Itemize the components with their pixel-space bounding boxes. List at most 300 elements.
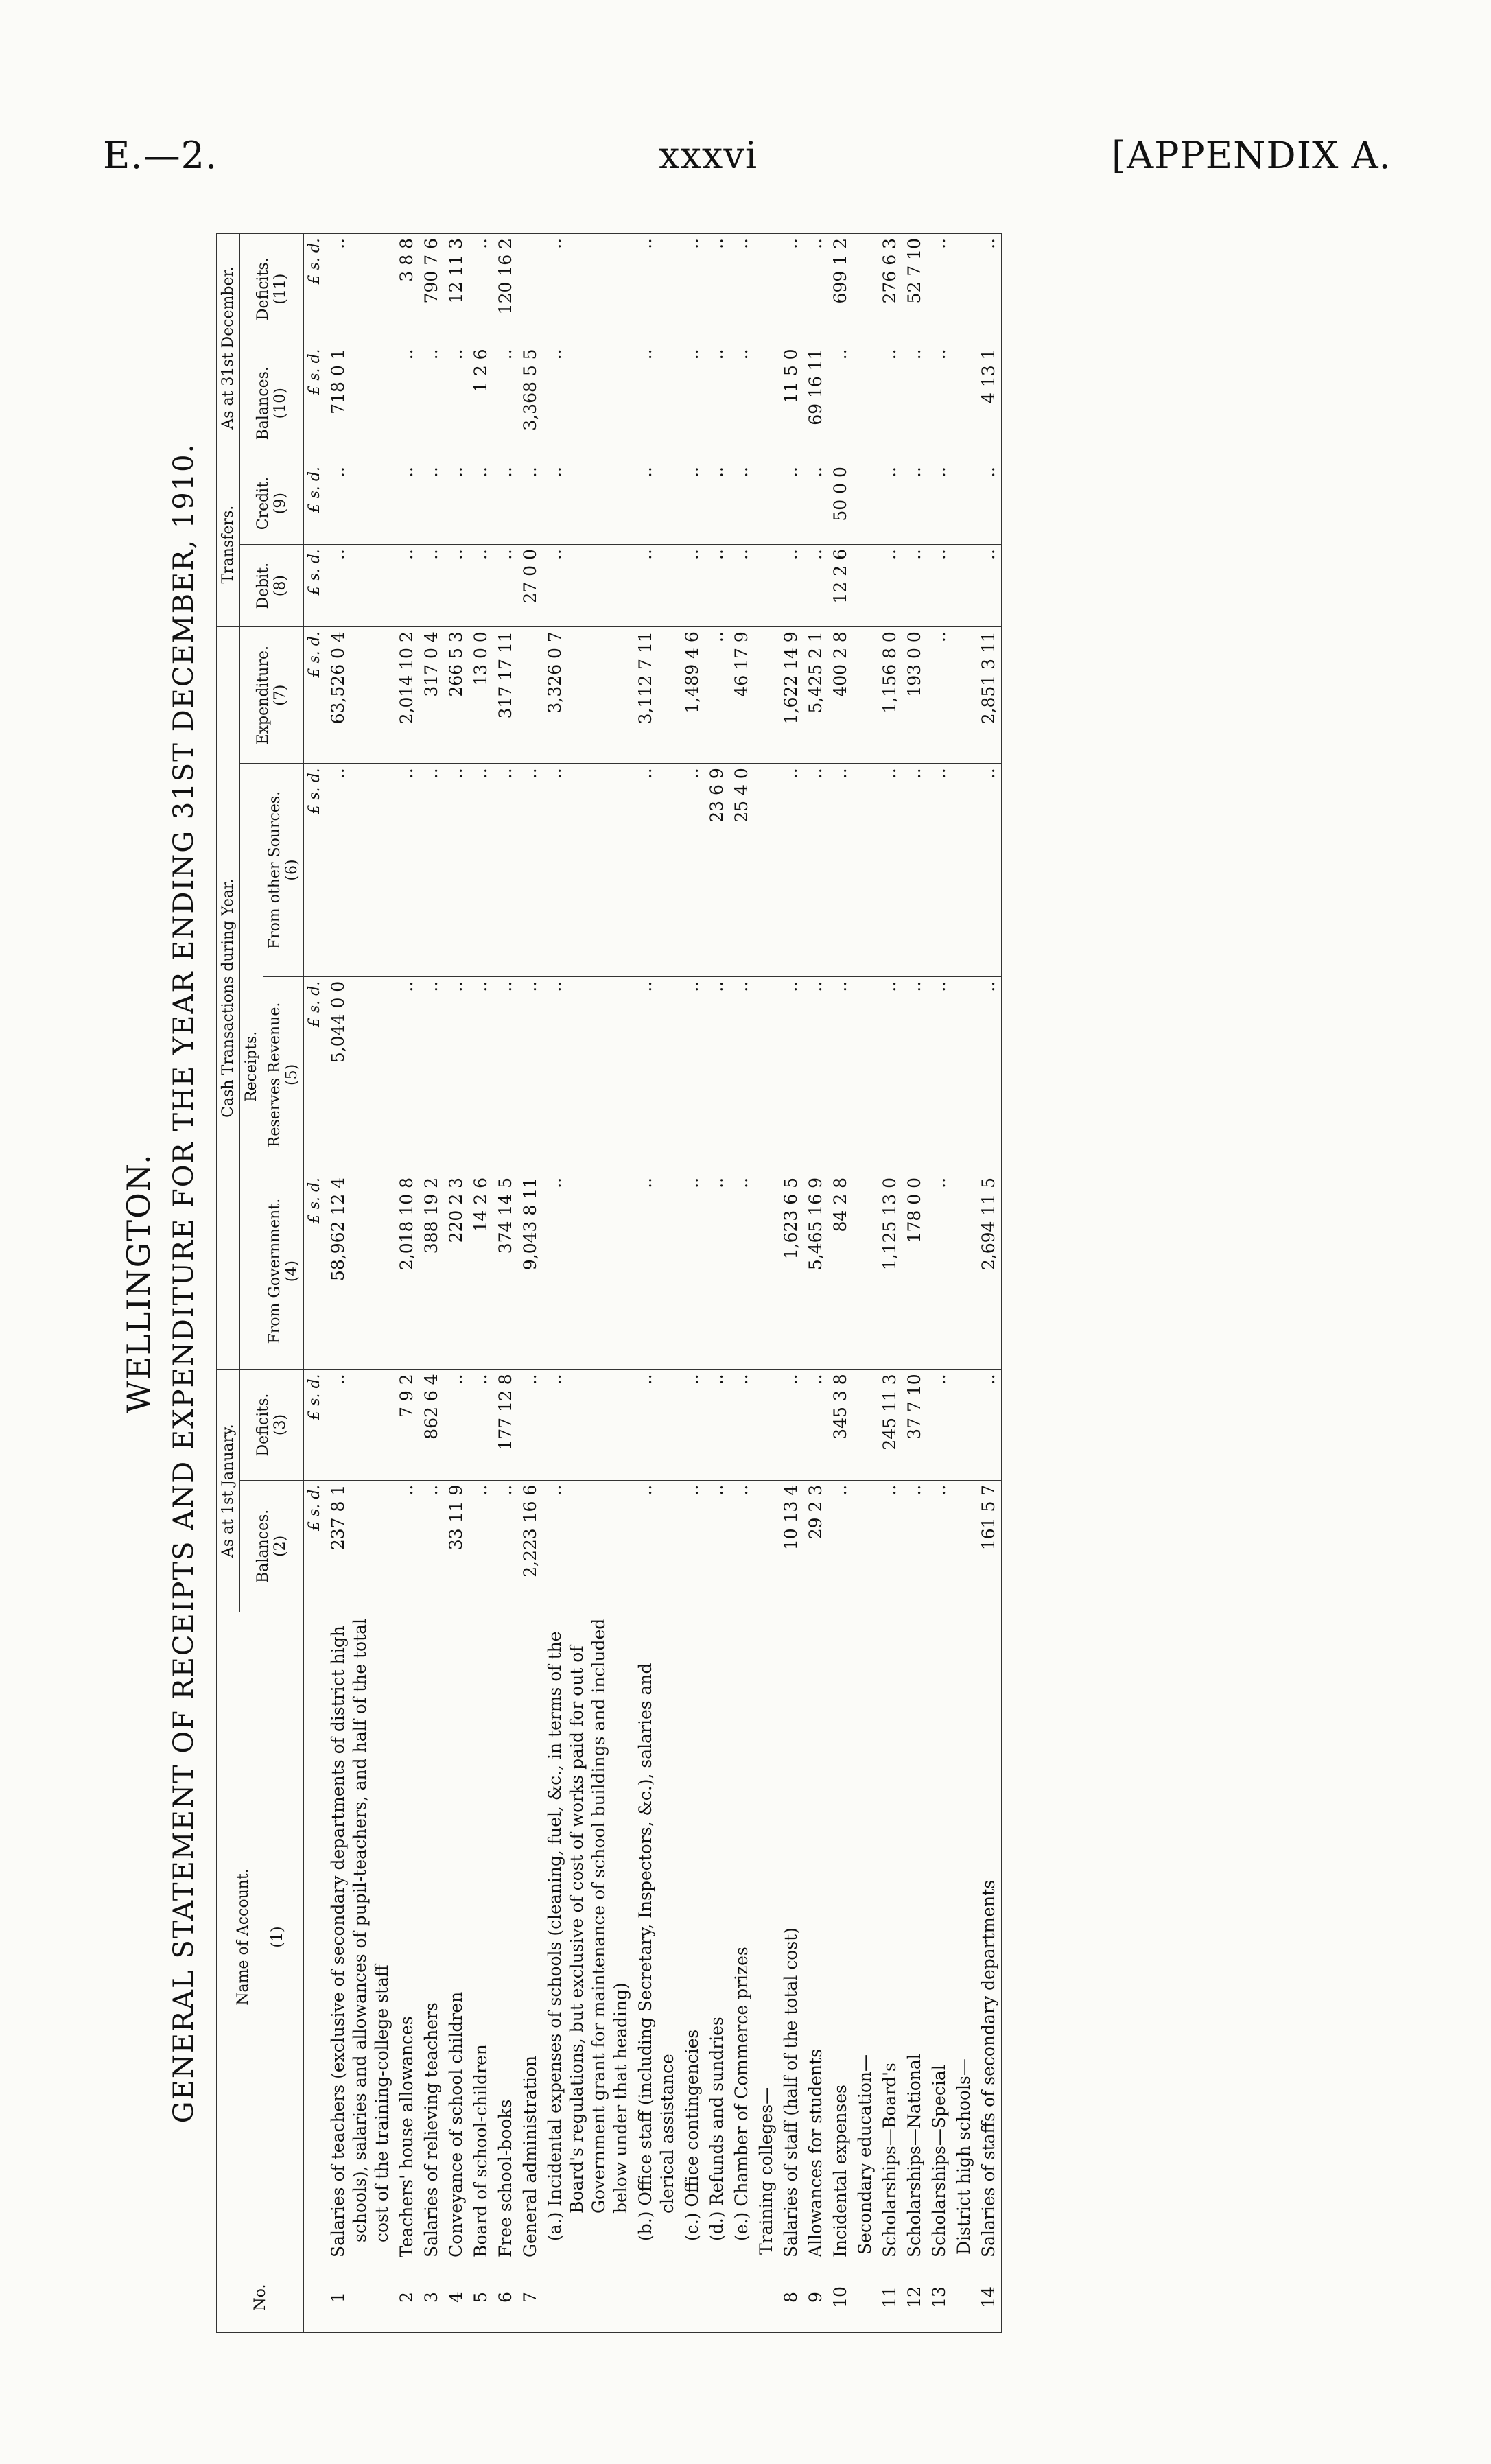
amount-gov: 178 0 0: [902, 1173, 927, 1369]
amount-d2: 52 7 10: [902, 234, 927, 344]
col-balances: Balances. (2): [240, 1480, 304, 1612]
amount-deb: ..: [326, 545, 395, 627]
amount-d2: 3 8 8: [395, 234, 419, 344]
amount-oth: ..: [518, 764, 543, 977]
amount-exp: [518, 627, 543, 764]
table-row: [395, 234, 419, 2333]
amount-b2: 3,368 5 5: [518, 344, 543, 462]
amount-b2: ..: [493, 344, 518, 462]
amount-cre: [853, 462, 878, 545]
row-number: [705, 2262, 729, 2333]
amount-gov: 84 2 8: [828, 1173, 853, 1369]
table-row: [828, 234, 853, 2333]
amount-b2: [853, 344, 878, 462]
amount-d: ..: [469, 1370, 493, 1480]
amount-cre: ..: [680, 462, 705, 545]
table-row: [878, 234, 902, 2333]
amount-exp: 1,489 4 6: [680, 627, 705, 764]
amount-res: ..: [779, 976, 803, 1173]
amount-gov: 1,623 6 5: [779, 1173, 803, 1369]
amount-gov: [853, 1173, 878, 1369]
table-row: [444, 234, 469, 2333]
amount-cre: ..: [326, 462, 395, 545]
amount-gov: 374 14 5: [493, 1173, 518, 1369]
row-number: 2: [395, 2262, 419, 2333]
amount-d2: ..: [680, 234, 705, 344]
amount-b2: [952, 344, 976, 462]
amount-exp: ..: [705, 627, 729, 764]
amount-gov: ..: [705, 1173, 729, 1369]
amount-b: ..: [543, 1480, 633, 1612]
amount-cre: ..: [518, 462, 543, 545]
amount-gov: 2,694 11 5: [976, 1173, 1002, 1369]
amount-oth: 25 4 0: [729, 764, 754, 977]
amount-exp: 317 0 4: [419, 627, 444, 764]
amount-exp: 193 0 0: [902, 627, 927, 764]
amount-deb: ..: [469, 545, 493, 627]
amount-oth: ..: [976, 764, 1002, 977]
account-name: Salaries of teachers (exclusive of secondary departments of district high schools), salaries and allowances of pupil-teachers, and half of the total cost of the training-college staff: [326, 1612, 395, 2262]
amount-d2: ..: [729, 234, 754, 344]
amount-d: [754, 1370, 779, 1480]
amount-cre: [952, 462, 976, 545]
appendix-label: [APPENDIX A.: [1112, 134, 1392, 177]
amount-d2: ..: [326, 234, 395, 344]
amount-exp: 1,156 8 0: [878, 627, 902, 764]
amount-res: ..: [902, 976, 927, 1173]
amount-cre: ..: [729, 462, 754, 545]
row-number: 3: [419, 2262, 444, 2333]
amount-gov: 5,465 16 9: [803, 1173, 828, 1369]
row-number: [543, 2262, 633, 2333]
amount-res: ..: [878, 976, 902, 1173]
amount-gov: ..: [543, 1173, 633, 1369]
amount-d2: [952, 234, 976, 344]
table-row: [493, 234, 518, 2333]
col-other-sources: From other Sources. (6): [263, 764, 304, 977]
amount-oth: ..: [902, 764, 927, 977]
row-number: [952, 2262, 976, 2333]
amount-d: ..: [680, 1370, 705, 1480]
amount-gov: 58,962 12 4: [326, 1173, 395, 1369]
table-row: [927, 234, 952, 2333]
table-row: [952, 234, 976, 2333]
amount-cre: ..: [803, 462, 828, 545]
col-no: No.: [217, 2262, 304, 2333]
account-name: Secondary education—: [853, 1612, 878, 2262]
amount-oth: ..: [633, 764, 680, 977]
amount-b: [853, 1480, 878, 1612]
row-number: [853, 2262, 878, 2333]
row-number: [754, 2262, 779, 2333]
row-number: 9: [803, 2262, 828, 2333]
amount-exp: 2,014 10 2: [395, 627, 419, 764]
amount-b2: ..: [680, 344, 705, 462]
amount-exp: 46 17 9: [729, 627, 754, 764]
amount-d: 37 7 10: [902, 1370, 927, 1480]
account-name: (d.) Refunds and sundries: [705, 1612, 729, 2262]
col-from-government: From Government. (4): [263, 1173, 304, 1369]
amount-exp: 13 0 0: [469, 627, 493, 764]
amount-b2: ..: [543, 344, 633, 462]
amount-cre: ..: [878, 462, 902, 545]
amount-gov: ..: [927, 1173, 952, 1369]
amount-d: [952, 1370, 976, 1480]
amount-cre: ..: [779, 462, 803, 545]
amount-d2: [853, 234, 878, 344]
units-row: £ s. d. £ s. d. £ s. d. £ s. d. £ s. d. £ s. d. £ s. d. £ s. d. £ s. d. £ s. d.: [304, 234, 327, 2333]
amount-exp: 3,112 7 11: [633, 627, 680, 764]
amount-cre: ..: [902, 462, 927, 545]
amount-exp: [754, 627, 779, 764]
row-number: 1: [326, 2262, 395, 2333]
amount-d: 177 12 8: [493, 1370, 518, 1480]
amount-deb: ..: [705, 545, 729, 627]
amount-d2: ..: [779, 234, 803, 344]
row-number: 8: [779, 2262, 803, 2333]
amount-d: ..: [729, 1370, 754, 1480]
col-group-cash: Cash Transactions during Year.: [217, 627, 240, 1370]
amount-b2: ..: [828, 344, 853, 462]
amount-b2: ..: [878, 344, 902, 462]
amount-b: ..: [927, 1480, 952, 1612]
amount-cre: ..: [469, 462, 493, 545]
amount-d2: [754, 234, 779, 344]
amount-d: ..: [803, 1370, 828, 1480]
table-row: [518, 234, 543, 2333]
amount-oth: ..: [803, 764, 828, 977]
amount-b2: 1 2 6: [469, 344, 493, 462]
amount-oth: ..: [444, 764, 469, 977]
account-name: Scholarships—Board's: [878, 1612, 902, 2262]
table-row: [976, 234, 1002, 2333]
amount-d2: ..: [705, 234, 729, 344]
account-name: Free school-books: [493, 1612, 518, 2262]
amount-b: 29 2 3: [803, 1480, 828, 1612]
col-group-receipts: Receipts.: [240, 764, 263, 1370]
row-number: 12: [902, 2262, 927, 2333]
amount-d: ..: [927, 1370, 952, 1480]
amount-res: ..: [705, 976, 729, 1173]
table-row: [853, 234, 878, 2333]
amount-oth: ..: [878, 764, 902, 977]
amount-gov: ..: [633, 1173, 680, 1369]
amount-deb: ..: [395, 545, 419, 627]
amount-d: ..: [326, 1370, 395, 1480]
page-reference: E.—2.: [103, 134, 218, 177]
amount-oth: ..: [419, 764, 444, 977]
amount-deb: 27 0 0: [518, 545, 543, 627]
table-row: [902, 234, 927, 2333]
amount-d: 345 3 8: [828, 1370, 853, 1480]
col-group-transfers: Transfers.: [217, 462, 240, 627]
amount-res: ..: [680, 976, 705, 1173]
row-number: 10: [828, 2262, 853, 2333]
amount-deb: ..: [543, 545, 633, 627]
col-credit: Credit. (9): [240, 462, 304, 545]
amount-b2: ..: [419, 344, 444, 462]
amount-b: 2,223 16 6: [518, 1480, 543, 1612]
amount-oth: ..: [779, 764, 803, 977]
account-name: District high schools—: [952, 1612, 976, 2262]
amount-b: 33 11 9: [444, 1480, 469, 1612]
amount-d2: 790 7 6: [419, 234, 444, 344]
amount-res: [754, 976, 779, 1173]
table-row: [419, 234, 444, 2333]
col-reserves-revenue: Reserves Revenue. (5): [263, 976, 304, 1173]
col-group-dec: As at 31st December.: [217, 234, 240, 462]
amount-cre: [754, 462, 779, 545]
amount-deb: ..: [680, 545, 705, 627]
row-number: 5: [469, 2262, 493, 2333]
row-number: [729, 2262, 754, 2333]
amount-b: ..: [680, 1480, 705, 1612]
row-number: 11: [878, 2262, 902, 2333]
amount-deb: ..: [878, 545, 902, 627]
table-row: [469, 234, 493, 2333]
table-row: [326, 234, 395, 2333]
table-row: [803, 234, 828, 2333]
amount-d: ..: [976, 1370, 1002, 1480]
row-number: 14: [976, 2262, 1002, 2333]
account-name: Salaries of staffs of secondary departments: [976, 1612, 1002, 2262]
amount-oth: ..: [326, 764, 395, 977]
account-name: General administration: [518, 1612, 543, 2262]
amount-b: ..: [493, 1480, 518, 1612]
amount-b2: 718 0 1: [326, 344, 395, 462]
col-name: Name of Account. (1): [217, 1612, 304, 2262]
amount-d2: 276 6 3: [878, 234, 902, 344]
amount-gov: 14 2 6: [469, 1173, 493, 1369]
amount-oth: [754, 764, 779, 977]
amount-b: 237 8 1: [326, 1480, 395, 1612]
amount-res: ..: [828, 976, 853, 1173]
account-name: (c.) Office contingencies: [680, 1612, 705, 2262]
amount-exp: 1,622 14 9: [779, 627, 803, 764]
amount-deb: [754, 545, 779, 627]
table-row: [543, 234, 633, 2333]
amount-gov: 2,018 10 8: [395, 1173, 419, 1369]
amount-deb: ..: [976, 545, 1002, 627]
amount-res: ..: [518, 976, 543, 1173]
col-group-jan: As at 1st January.: [217, 1370, 240, 1612]
amount-b2: ..: [705, 344, 729, 462]
amount-b2: ..: [633, 344, 680, 462]
amount-b: ..: [705, 1480, 729, 1612]
amount-res: ..: [803, 976, 828, 1173]
amount-d2: ..: [633, 234, 680, 344]
amount-res: ..: [543, 976, 633, 1173]
amount-d: 862 6 4: [419, 1370, 444, 1480]
amount-exp: 63,526 0 4: [326, 627, 395, 764]
amount-oth: ..: [395, 764, 419, 977]
account-name: Salaries of staff (half of the total cost): [779, 1612, 803, 2262]
amount-b: ..: [878, 1480, 902, 1612]
table-row: [680, 234, 705, 2333]
account-name: Allowances for students: [803, 1612, 828, 2262]
account-name: (b.) Office staff (including Secretary, Inspectors, &c.), salaries and clerical assistance: [633, 1612, 680, 2262]
amount-d: 245 11 3: [878, 1370, 902, 1480]
amount-d: ..: [705, 1370, 729, 1480]
amount-d: 7 9 2: [395, 1370, 419, 1480]
amount-deb: ..: [729, 545, 754, 627]
amount-oth: ..: [828, 764, 853, 977]
amount-deb: ..: [902, 545, 927, 627]
amount-deb: ..: [493, 545, 518, 627]
amount-b: ..: [395, 1480, 419, 1612]
account-name: (e.) Chamber of Commerce prizes: [729, 1612, 754, 2262]
amount-b2: ..: [729, 344, 754, 462]
amount-deb: ..: [419, 545, 444, 627]
amount-oth: ..: [469, 764, 493, 977]
amount-d: ..: [779, 1370, 803, 1480]
amount-exp: [952, 627, 976, 764]
amount-d2: 699 1 2: [828, 234, 853, 344]
amount-oth: ..: [680, 764, 705, 977]
rotated-statement: [120, 220, 1252, 2347]
amount-oth: ..: [927, 764, 952, 977]
amount-exp: 317 17 11: [493, 627, 518, 764]
amount-b2: ..: [395, 344, 419, 462]
amount-cre: ..: [444, 462, 469, 545]
amount-d2: 120 16 2: [493, 234, 518, 344]
amount-gov: [754, 1173, 779, 1369]
amount-b: 10 13 4: [779, 1480, 803, 1612]
amount-b2: 4 13 1: [976, 344, 1002, 462]
amount-gov: [952, 1173, 976, 1369]
row-number: [633, 2262, 680, 2333]
amount-cre: ..: [633, 462, 680, 545]
amount-d2: ..: [976, 234, 1002, 344]
amount-b2: [754, 344, 779, 462]
account-name: Conveyance of school children: [444, 1612, 469, 2262]
table-row: [633, 234, 680, 2333]
account-name: Incidental expenses: [828, 1612, 853, 2262]
amount-deb: ..: [633, 545, 680, 627]
col-balances-dec: Balances. (10): [240, 344, 304, 462]
col-deficits: Deficits. (3): [240, 1370, 304, 1480]
amount-cre: ..: [395, 462, 419, 545]
amount-b2: ..: [902, 344, 927, 462]
amount-exp: ..: [927, 627, 952, 764]
amount-cre: ..: [493, 462, 518, 545]
amount-d: ..: [444, 1370, 469, 1480]
amount-gov: 9,043 8 11: [518, 1173, 543, 1369]
amount-exp: 266 5 3: [444, 627, 469, 764]
amount-oth: ..: [493, 764, 518, 977]
amount-b2: ..: [444, 344, 469, 462]
amount-d2: ..: [543, 234, 633, 344]
amount-exp: 2,851 3 11: [976, 627, 1002, 764]
table-row: [754, 234, 779, 2333]
account-name: Training colleges—: [754, 1612, 779, 2262]
amount-exp: 5,425 2 1: [803, 627, 828, 764]
amount-b: [952, 1480, 976, 1612]
table-row: [729, 234, 754, 2333]
amount-b: ..: [633, 1480, 680, 1612]
amount-gov: 388 19 2: [419, 1173, 444, 1369]
amount-d2: [518, 234, 543, 344]
amount-cre: ..: [976, 462, 1002, 545]
amount-deb: [853, 545, 878, 627]
amount-d: ..: [633, 1370, 680, 1480]
amount-res: ..: [444, 976, 469, 1173]
amount-res: [952, 976, 976, 1173]
amount-res: ..: [493, 976, 518, 1173]
amount-gov: ..: [680, 1173, 705, 1369]
amount-exp: 3,326 0 7: [543, 627, 633, 764]
accounts-table: [216, 233, 1002, 2333]
col-debit: Debit. (8): [240, 545, 304, 627]
account-name: Scholarships—Special: [927, 1612, 952, 2262]
amount-oth: [952, 764, 976, 977]
amount-gov: 220 2 3: [444, 1173, 469, 1369]
account-name: Teachers' house allowances: [395, 1612, 419, 2262]
account-name: Board of school-children: [469, 1612, 493, 2262]
amount-b: ..: [729, 1480, 754, 1612]
amount-d2: ..: [927, 234, 952, 344]
amount-b: ..: [828, 1480, 853, 1612]
amount-b: ..: [469, 1480, 493, 1612]
col-deficits-dec: Deficits. (11): [240, 234, 304, 344]
amount-res: ..: [927, 976, 952, 1173]
amount-cre: ..: [927, 462, 952, 545]
amount-deb: ..: [779, 545, 803, 627]
amount-d: ..: [543, 1370, 633, 1480]
amount-d2: 12 11 3: [444, 234, 469, 344]
amount-res: ..: [633, 976, 680, 1173]
table-row: [705, 234, 729, 2333]
account-name: Salaries of relieving teachers: [419, 1612, 444, 2262]
amount-cre: 50 0 0: [828, 462, 853, 545]
row-number: [680, 2262, 705, 2333]
amount-b: 161 5 7: [976, 1480, 1002, 1612]
account-name: Scholarships—National: [902, 1612, 927, 2262]
amount-gov: ..: [729, 1173, 754, 1369]
amount-deb: ..: [444, 545, 469, 627]
amount-res: ..: [729, 976, 754, 1173]
amount-exp: 400 2 8: [828, 627, 853, 764]
amount-d2: ..: [469, 234, 493, 344]
row-number: 6: [493, 2262, 518, 2333]
table-body: [304, 234, 1002, 2333]
account-name: (a.) Incidental expenses of schools (cleaning, fuel, &c., in terms of the Board's regulations, but exclusive of cost of works paid for out of Government grant for maintenance of school buildings and included below under that heading): [543, 1612, 633, 2262]
amount-cre: ..: [419, 462, 444, 545]
amount-deb: ..: [803, 545, 828, 627]
table-row: [779, 234, 803, 2333]
amount-gov: 1,125 13 0: [878, 1173, 902, 1369]
statement-subtitle: GENERAL STATEMENT OF RECEIPTS AND EXPENDITURE FOR THE YEAR ENDING 31ST DECEMBER, 1910.: [168, 443, 200, 2124]
amount-res: ..: [419, 976, 444, 1173]
amount-cre: ..: [543, 462, 633, 545]
amount-b: ..: [902, 1480, 927, 1612]
amount-deb: ..: [927, 545, 952, 627]
amount-d2: ..: [803, 234, 828, 344]
amount-b2: 11 5 0: [779, 344, 803, 462]
row-number: 4: [444, 2262, 469, 2333]
amount-b: ..: [419, 1480, 444, 1612]
amount-cre: ..: [705, 462, 729, 545]
amount-b2: ..: [927, 344, 952, 462]
amount-b: [754, 1480, 779, 1612]
amount-oth: ..: [543, 764, 633, 977]
amount-b2: 69 16 11: [803, 344, 828, 462]
amount-exp: [853, 627, 878, 764]
amount-res: ..: [395, 976, 419, 1173]
amount-oth: [853, 764, 878, 977]
row-number: 7: [518, 2262, 543, 2333]
statement-title: WELLINGTON.: [120, 1153, 157, 1413]
